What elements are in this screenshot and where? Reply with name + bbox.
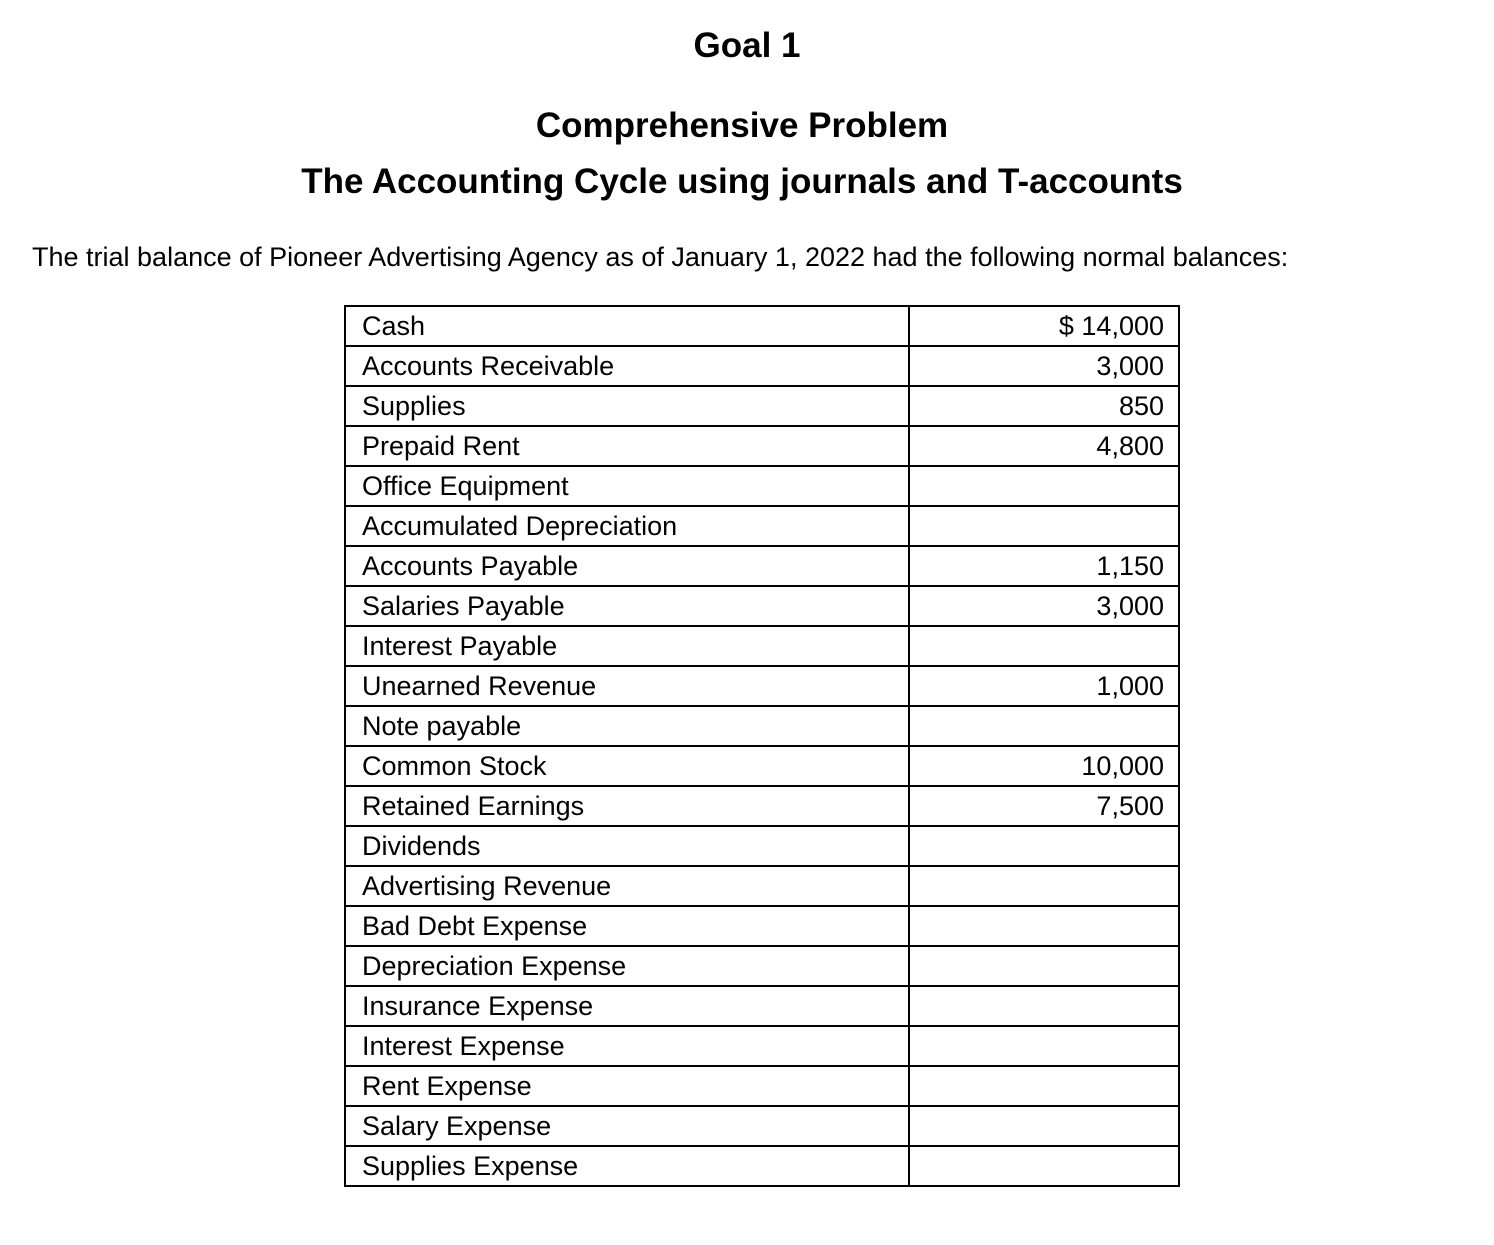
account-name-cell: Interest Payable [345,626,909,666]
balance-cell [909,506,1179,546]
account-name-cell: Dividends [345,826,909,866]
table-row [345,306,1179,346]
table-row [345,466,1179,506]
problem-title: Comprehensive Problem [535,106,949,145]
balance-cell: 7,500 [909,786,1179,826]
account-name-cell: Supplies Expense [345,1146,909,1186]
table-row [345,746,1179,786]
account-name-cell: Prepaid Rent [345,426,909,466]
table-row [345,426,1179,466]
account-name-cell: Insurance Expense [345,986,909,1026]
table-row [345,546,1179,586]
account-name-cell: Note payable [345,706,909,746]
table-row [345,706,1179,746]
table-row [345,946,1179,986]
table-row [345,626,1179,666]
trial-balance-body [345,306,1179,1186]
balance-cell: $ 14,000 [909,306,1179,346]
problem-subtitle: The Accounting Cycle using journals and T-accounts [301,162,1183,201]
account-name-cell: Interest Expense [345,1026,909,1066]
table-row [345,1026,1179,1066]
table-row [345,346,1179,386]
account-name-cell: Retained Earnings [345,786,909,826]
balance-cell [909,946,1179,986]
table-row [345,1106,1179,1146]
table-row [345,866,1179,906]
table-row [345,386,1179,426]
balance-cell [909,706,1179,746]
balance-cell: 3,000 [909,586,1179,626]
balance-cell [909,466,1179,506]
balance-cell: 4,800 [909,426,1179,466]
table-row [345,1146,1179,1186]
goal-heading: Goal 1 [693,26,801,65]
balance-cell [909,986,1179,1026]
account-name-cell: Office Equipment [345,466,909,506]
balance-cell: 1,150 [909,546,1179,586]
account-name-cell: Unearned Revenue [345,666,909,706]
account-name-cell: Advertising Revenue [345,866,909,906]
account-name-cell: Salary Expense [345,1106,909,1146]
balance-cell [909,866,1179,906]
balance-cell [909,826,1179,866]
balance-cell [909,906,1179,946]
account-name-cell: Accounts Payable [345,546,909,586]
balance-cell: 10,000 [909,746,1179,786]
account-name-cell: Supplies [345,386,909,426]
balance-cell: 1,000 [909,666,1179,706]
table-row [345,826,1179,866]
table-row [345,906,1179,946]
account-name-cell: Salaries Payable [345,586,909,626]
table-row [345,1066,1179,1106]
table-row [345,986,1179,1026]
account-name-cell: Accumulated Depreciation [345,506,909,546]
balance-cell: 3,000 [909,346,1179,386]
table-row [345,506,1179,546]
balance-cell [909,1146,1179,1186]
account-name-cell: Depreciation Expense [345,946,909,986]
balance-cell: 850 [909,386,1179,426]
balance-cell [909,1066,1179,1106]
account-name-cell: Common Stock [345,746,909,786]
balance-cell [909,626,1179,666]
table-row [345,666,1179,706]
trial-balance-table [344,305,1180,1187]
table-row [345,786,1179,826]
balance-cell [909,1106,1179,1146]
account-name-cell: Rent Expense [345,1066,909,1106]
intro-text: The trial balance of Pioneer Advertising Agency as of January 1, 2022 had the following normal balances: [32,242,1289,272]
table-row [345,586,1179,626]
account-name-cell: Bad Debt Expense [345,906,909,946]
account-name-cell: Cash [345,306,909,346]
balance-cell [909,1026,1179,1066]
account-name-cell: Accounts Receivable [345,346,909,386]
